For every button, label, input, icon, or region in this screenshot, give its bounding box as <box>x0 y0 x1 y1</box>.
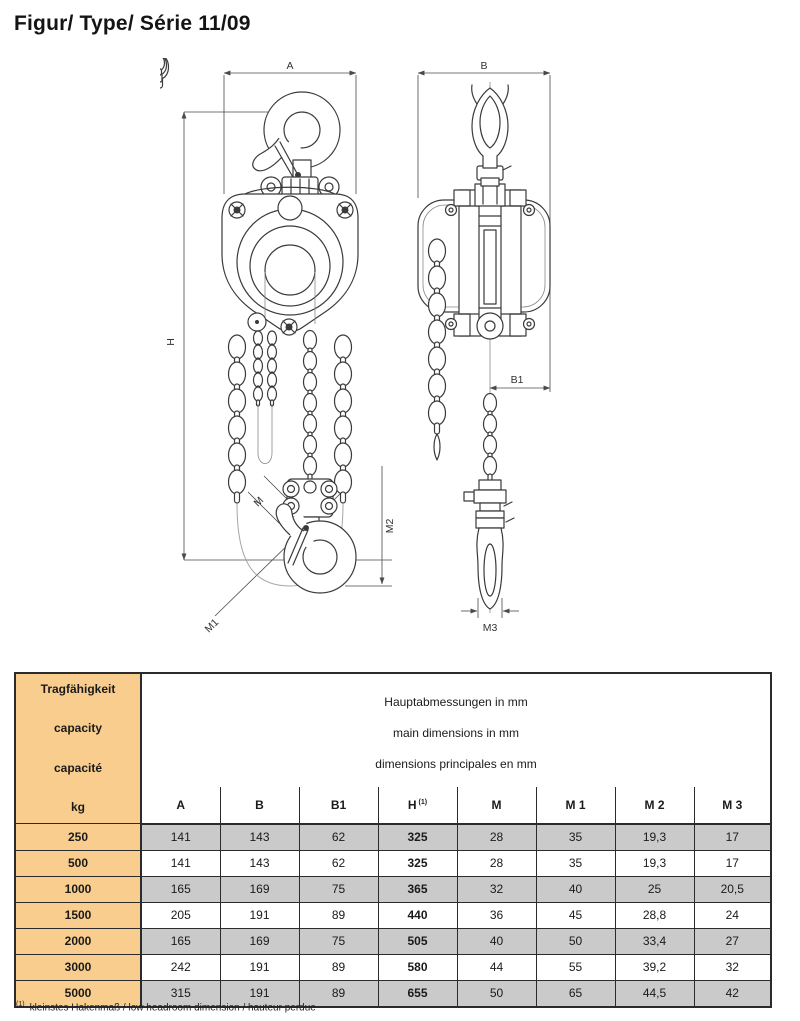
corner-bolt <box>281 319 297 335</box>
value-cell: 44 <box>457 954 536 980</box>
dim-label-m: M <box>251 494 267 510</box>
dim-label-a: A <box>286 60 294 72</box>
dim-label-m1: M1 <box>202 616 222 636</box>
footnote-marker: (1) <box>16 1001 25 1008</box>
page-title: Figur/ Type/ Série 11/09 <box>14 12 251 35</box>
value-cell: 55 <box>536 954 615 980</box>
dimensions-table <box>14 672 772 1008</box>
dimensions-header <box>141 673 771 787</box>
value-cell: 28 <box>457 850 536 876</box>
column-header-a <box>141 787 220 824</box>
capacity-cell: 2000 <box>15 928 141 954</box>
value-cell: 143 <box>220 824 299 851</box>
value-cell: 27 <box>694 928 771 954</box>
table-row <box>15 850 771 876</box>
value-cell: 655 <box>378 980 457 1007</box>
bottom-hook-side <box>464 394 514 610</box>
column-header-b1 <box>299 787 378 824</box>
hoist-body <box>222 187 358 335</box>
corner-bolt <box>337 202 353 218</box>
column-header-label: M 2 <box>644 797 665 812</box>
footnote-reference: (1) <box>418 798 428 806</box>
capacity-header-de: Tragfähigkeit <box>40 682 116 696</box>
capacity-cell: 1000 <box>15 876 141 902</box>
value-cell: 20,5 <box>694 876 771 902</box>
capacity-cell: 5000 <box>15 980 141 1007</box>
value-cell: 141 <box>141 824 220 851</box>
dimensions-header-en: main dimensions in mm <box>392 725 520 740</box>
capacity-cell: 1500 <box>15 902 141 928</box>
value-cell: 89 <box>299 980 378 1007</box>
capacity-cell: 250 <box>15 824 141 851</box>
value-cell: 45 <box>536 902 615 928</box>
column-header-m2 <box>615 787 694 824</box>
footnote-text: kleinstes Hakenmaß / low headroom dimension / hauteur perdue <box>29 1002 316 1014</box>
bottom-hook <box>276 504 356 593</box>
value-cell: 19,3 <box>615 824 694 851</box>
value-cell: 28,8 <box>615 902 694 928</box>
value-cell: 325 <box>378 850 457 876</box>
column-header-label: H <box>407 797 417 812</box>
value-cell: 191 <box>220 980 299 1007</box>
value-cell: 17 <box>694 824 771 851</box>
column-header-label: M 1 <box>565 797 586 812</box>
value-cell: 75 <box>299 876 378 902</box>
capacity-header-fr: capacité <box>53 760 103 775</box>
dimensions-header-fr: dimensions principales en mm <box>375 756 537 771</box>
column-header-label: B <box>255 797 264 812</box>
table-row <box>15 824 771 851</box>
value-cell: 25 <box>615 876 694 902</box>
value-cell: 50 <box>536 928 615 954</box>
value-cell: 35 <box>536 850 615 876</box>
table-row <box>15 928 771 954</box>
value-cell: 143 <box>220 850 299 876</box>
value-cell: 169 <box>220 876 299 902</box>
table-row <box>15 876 771 902</box>
column-header-label: M <box>491 797 502 812</box>
front-view-drawing <box>160 58 410 643</box>
dim-label-b: B <box>480 60 488 72</box>
value-cell: 42 <box>694 980 771 1007</box>
value-cell: 50 <box>457 980 536 1007</box>
column-header-label: A <box>176 797 186 812</box>
dim-label-m3: M3 <box>482 622 498 634</box>
column-header-b <box>220 787 299 824</box>
value-cell: 580 <box>378 954 457 980</box>
column-header-label: M 3 <box>722 797 743 812</box>
value-cell: 89 <box>299 954 378 980</box>
value-cell: 165 <box>141 876 220 902</box>
value-cell: 440 <box>378 902 457 928</box>
column-header-label: B1 <box>330 797 347 812</box>
capacity-header <box>15 673 141 824</box>
value-cell: 75 <box>299 928 378 954</box>
top-hook <box>253 92 340 182</box>
capacity-cell: 500 <box>15 850 141 876</box>
value-cell: 19,3 <box>615 850 694 876</box>
value-cell: 191 <box>220 954 299 980</box>
side-view-drawing <box>405 58 575 643</box>
value-cell: 32 <box>694 954 771 980</box>
value-cell: 44,5 <box>615 980 694 1007</box>
table-row <box>15 902 771 928</box>
value-cell: 33,4 <box>615 928 694 954</box>
value-cell: 365 <box>378 876 457 902</box>
value-cell: 36 <box>457 902 536 928</box>
dim-label-m2: M2 <box>384 518 396 534</box>
footnote <box>16 1001 316 1013</box>
load-chain-side <box>429 239 446 460</box>
dim-label-h: H <box>165 338 177 346</box>
value-cell: 24 <box>694 902 771 928</box>
dim-label-b1: B1 <box>510 374 524 386</box>
value-cell: 505 <box>378 928 457 954</box>
corner-bolt <box>229 202 245 218</box>
value-cell: 205 <box>141 902 220 928</box>
capacity-unit: kg <box>70 799 85 814</box>
value-cell: 62 <box>299 824 378 851</box>
value-cell: 315 <box>141 980 220 1007</box>
value-cell: 165 <box>141 928 220 954</box>
value-cell: 65 <box>536 980 615 1007</box>
top-hook-side <box>472 85 511 186</box>
dimensions-header-de: Hauptabmessungen in mm <box>384 694 528 709</box>
capacity-header-en: capacity <box>53 721 103 736</box>
value-cell: 191 <box>220 902 299 928</box>
capacity-cell: 3000 <box>15 954 141 980</box>
value-cell: 242 <box>141 954 220 980</box>
value-cell: 35 <box>536 824 615 851</box>
value-cell: 32 <box>457 876 536 902</box>
value-cell: 141 <box>141 850 220 876</box>
value-cell: 89 <box>299 902 378 928</box>
value-cell: 169 <box>220 928 299 954</box>
value-cell: 62 <box>299 850 378 876</box>
value-cell: 40 <box>457 928 536 954</box>
value-cell: 17 <box>694 850 771 876</box>
column-header-m <box>457 787 536 824</box>
value-cell: 325 <box>378 824 457 851</box>
column-header-m1 <box>536 787 615 824</box>
table-row <box>15 954 771 980</box>
value-cell: 28 <box>457 824 536 851</box>
value-cell: 39,2 <box>615 954 694 980</box>
column-header-h <box>378 787 457 824</box>
value-cell: 40 <box>536 876 615 902</box>
column-header-m3 <box>694 787 771 824</box>
